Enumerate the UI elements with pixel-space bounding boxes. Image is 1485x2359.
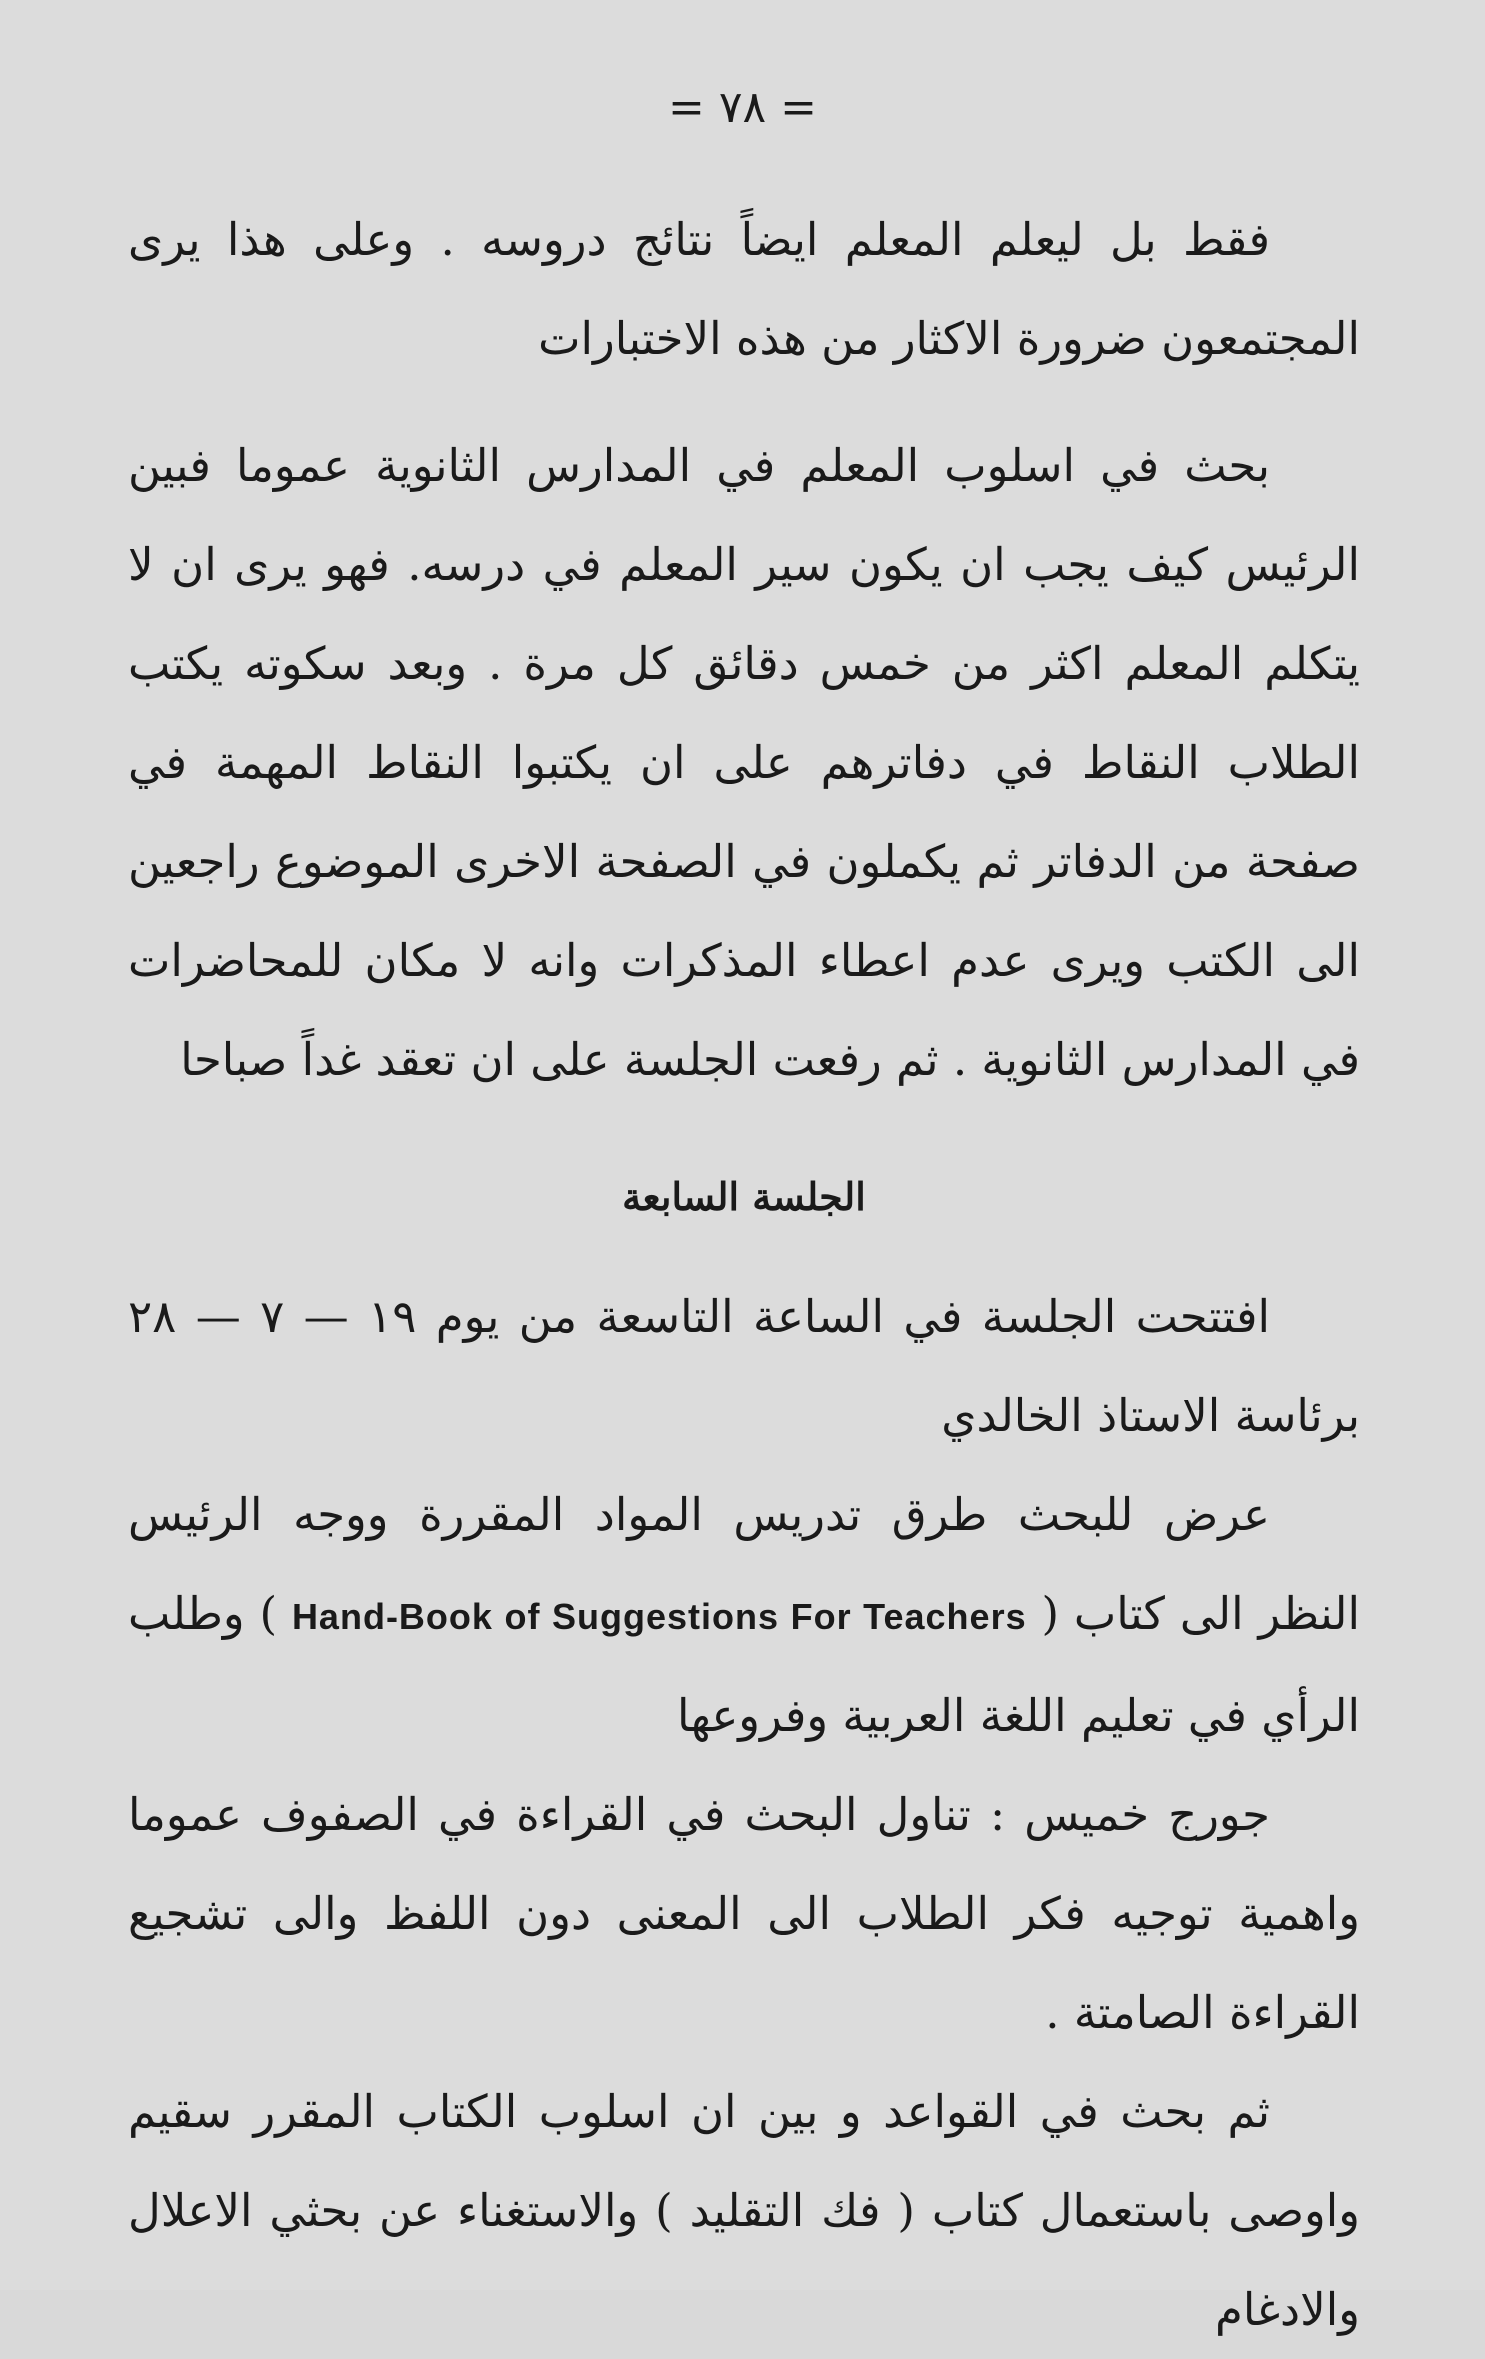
paragraph-session-opening: افتتحت الجلسة في الساعة التاسعة من يوم ١٩ — ٧ — ٢٨ برئاسة الاستاذ الخالدي [128, 1290, 1360, 1442]
paragraph-curriculum-end: ) وطلب الرأي في تعليم اللغة العربية وفروعها [128, 1587, 1360, 1742]
paragraph-results: فقط بل ليعلم المعلم ايضاً نتائج دروسه . وعلى هذا يرى المجتمعون ضرورة الاكثار من هذه الاختبارات [128, 213, 1360, 365]
paragraph-curriculum [128, 1465, 1360, 1765]
paragraph-curriculum-start: عرض للبحث طرق تدريس المواد المقررة ووجه الرئيس النظر الى كتاب ( [128, 1488, 1360, 1640]
body-text [128, 190, 1360, 2359]
paragraph-teacher-method: بحث في اسلوب المعلم في المدارس الثانوية عموما فبين الرئيس كيف يجب ان يكون سير المعلم في درسه. فهو يرى ان لا يتكلم المعلم اكثر من خمس دقائق كل مرة . وبعد سكوته يكتب الطلاب النقاط في دفاترهم على ان يكتبوا النقاط المهمة في صفحة من الدفاتر ثم يكملون في الصفحة الاخرى الموضوع راجعين الى الكتب ويرى عدم اعطاء المذكرات وانه لا مكان للمحاضرات في المدارس الثانوية . ثم رفعت الجلسة على ان تعقد غداً صباحا [128, 439, 1360, 1086]
paragraph-grammar: ثم بحث في القواعد و بين ان اسلوب الكتاب المقرر سقيم واوصى باستعمال كتاب ( فك التقليد ) والاستغناء عن بحثي الاعلال والادغام [128, 2085, 1360, 2336]
paragraph-reading: جورج خميس : تناول البحث في القراءة في الصفوف عموما واهمية توجيه فكر الطلاب الى المعنى دون اللفظ والى تشجيع القراءة الصامتة . [128, 1788, 1360, 2039]
section-heading: الجلسة السابعة [622, 1174, 866, 1219]
english-book-title: Hand-Book of Suggestions For Teachers [291, 1596, 1027, 1637]
page-number: = ٧٨ = [668, 82, 817, 133]
